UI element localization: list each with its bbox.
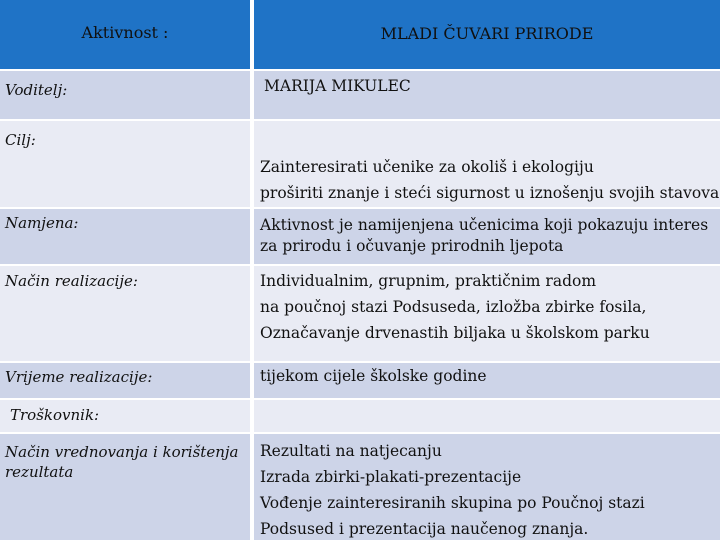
vrijeme-label: Vrijeme realizacije: (5, 368, 153, 386)
voditelj-value-cell (254, 71, 720, 119)
vrednovanje-value-cell (254, 434, 720, 540)
cilj-line: proširiti znanje i steći sigurnost u iznošenju svojih stavova (260, 184, 720, 202)
vrednovanje-line: Izrada zbirki-plakati-prezentacije (260, 468, 522, 486)
troskovnik-label: Troškovnik: (10, 406, 100, 424)
namjena-value-cell (254, 209, 720, 264)
namjena-line: Aktivnost je namijenjena učenicima koji pokazuju interes (260, 216, 709, 234)
activity-label: Aktivnost : (81, 23, 169, 42)
header-right-cell (254, 0, 720, 69)
cilj-label: Cilj: (5, 131, 36, 149)
voditelj-label: Voditelj: (5, 81, 68, 99)
vrednovanje-line: Rezultati na natjecanju (260, 442, 442, 460)
vrednovanje-line: Vođenje zainteresiranih skupina po Poučnoj stazi (260, 494, 645, 512)
vrijeme-label-cell (0, 363, 250, 398)
realizacija-value-cell (254, 266, 720, 361)
vrijeme-value: tijekom cijele školske godine (260, 367, 487, 385)
vrijeme-value-cell (254, 363, 720, 398)
vrednovanje-label-cell (0, 434, 250, 540)
cilj-line: Zainteresirati učenike za okoliš i ekologiju (260, 158, 594, 176)
voditelj-label-cell (0, 71, 250, 119)
header-left-cell (0, 0, 250, 69)
namjena-label: Namjena: (5, 214, 79, 232)
namjena-label-cell (0, 209, 250, 264)
vrednovanje-label: Način vrednovanja i korištenja rezultata (5, 443, 239, 481)
voditelj-value: MARIJA MIKULEC (264, 77, 411, 95)
namjena-line: za prirodu i očuvanje prirodnih ljepota (260, 237, 564, 255)
troskovnik-value-cell (254, 400, 720, 432)
troskovnik-label-cell (0, 400, 250, 432)
cilj-label-cell (0, 121, 250, 207)
realizacija-line: Označavanje drvenastih biljaka u školskom parku (260, 324, 650, 342)
realizacija-line: Individualnim, grupnim, praktičnim radom (260, 272, 597, 290)
cilj-value-cell (254, 121, 720, 207)
realizacija-label-cell (0, 266, 250, 361)
activity-title: MLADI ČUVARI PRIRODE (380, 24, 594, 43)
realizacija-label: Način realizacije: (5, 272, 138, 290)
vrednovanje-line: Podsused i prezentacija naučenog znanja. (260, 520, 589, 538)
realizacija-line: na poučnoj stazi Podsuseda, izložba zbirke fosila, (260, 298, 647, 316)
